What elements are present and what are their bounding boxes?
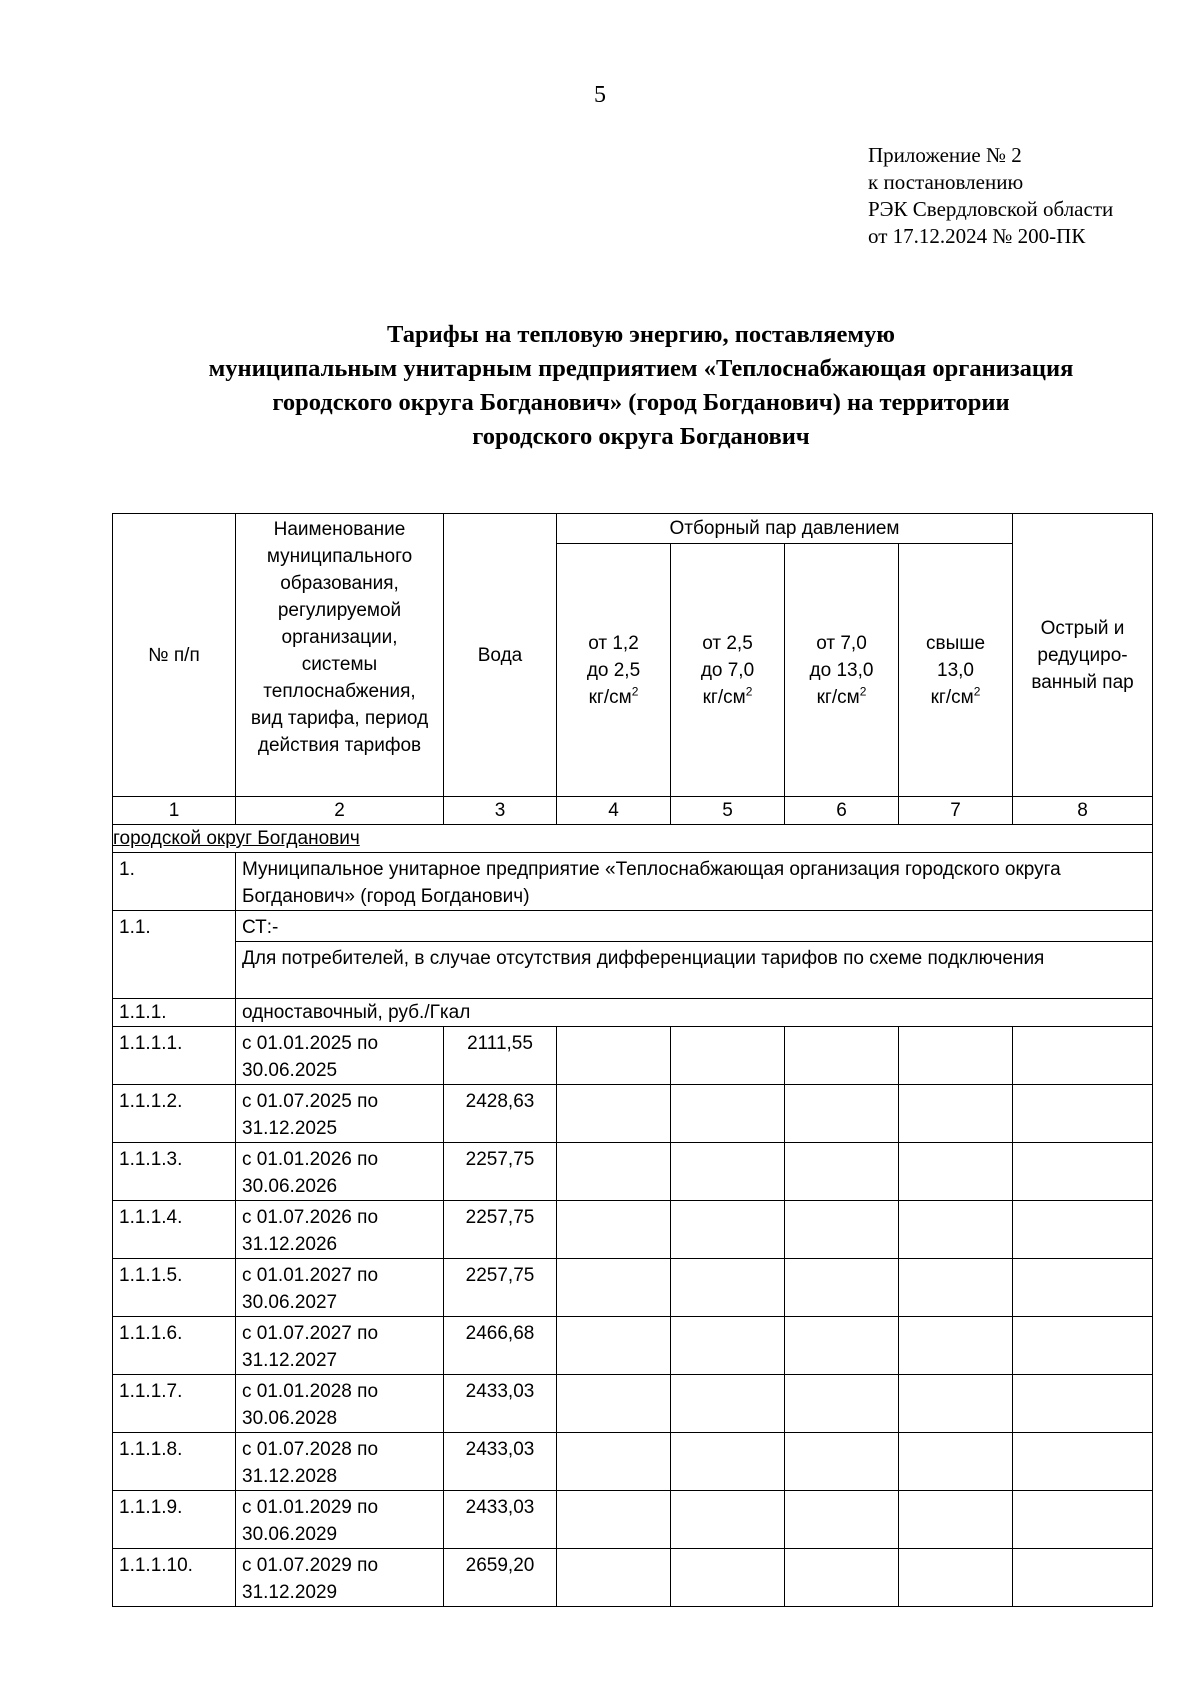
tariff-type-row bbox=[113, 999, 1153, 1027]
table-row bbox=[113, 1317, 1153, 1375]
empty-cell bbox=[671, 1433, 785, 1491]
column-index: 2 bbox=[236, 797, 444, 825]
org-num: 1. bbox=[113, 853, 236, 911]
row-water: 2428,63 bbox=[444, 1085, 557, 1143]
column-index: 5 bbox=[671, 797, 785, 825]
row-num: 1.1.1.5. bbox=[113, 1259, 236, 1317]
table-row bbox=[113, 1375, 1153, 1433]
empty-cell bbox=[671, 1491, 785, 1549]
empty-cell bbox=[1013, 1433, 1153, 1491]
empty-cell bbox=[785, 1201, 899, 1259]
empty-cell bbox=[671, 1317, 785, 1375]
row-water: 2659,20 bbox=[444, 1549, 557, 1607]
page-number: 5 bbox=[594, 82, 606, 108]
empty-cell bbox=[1013, 1317, 1153, 1375]
appendix-line: Приложение № 2 bbox=[868, 143, 1022, 167]
row-num: 1.1.1.7. bbox=[113, 1375, 236, 1433]
empty-cell bbox=[671, 1375, 785, 1433]
empty-cell bbox=[557, 1259, 671, 1317]
empty-cell bbox=[899, 1433, 1013, 1491]
empty-cell bbox=[671, 1259, 785, 1317]
empty-cell bbox=[557, 1491, 671, 1549]
row-water: 2433,03 bbox=[444, 1433, 557, 1491]
empty-cell bbox=[1013, 1143, 1153, 1201]
appendix-line: к постановлению bbox=[868, 170, 1024, 194]
header-pressure-1: от 1,2 до 2,5 $кг/см^2$ bbox=[557, 544, 671, 797]
row-water: 2466,68 bbox=[444, 1317, 557, 1375]
empty-cell bbox=[899, 1317, 1013, 1375]
row-water: 2433,03 bbox=[444, 1375, 557, 1433]
empty-cell bbox=[785, 1375, 899, 1433]
row-num: 1.1.1.10. bbox=[113, 1549, 236, 1607]
empty-cell bbox=[671, 1143, 785, 1201]
empty-cell bbox=[1013, 1085, 1153, 1143]
column-index: 6 bbox=[785, 797, 899, 825]
row-period: с 01.01.2027 по 30.06.2027 bbox=[236, 1259, 444, 1317]
table-row bbox=[113, 1027, 1153, 1085]
empty-cell bbox=[785, 1027, 899, 1085]
empty-cell bbox=[1013, 1259, 1153, 1317]
row-period: с 01.01.2026 по 30.06.2026 bbox=[236, 1143, 444, 1201]
row-period: с 01.01.2028 по 30.06.2028 bbox=[236, 1375, 444, 1433]
empty-cell bbox=[899, 1201, 1013, 1259]
row-num: 1.1.1.3. bbox=[113, 1143, 236, 1201]
row-num: 1.1.1.8. bbox=[113, 1433, 236, 1491]
empty-cell bbox=[785, 1085, 899, 1143]
document-title bbox=[120, 318, 1162, 454]
empty-cell bbox=[899, 1259, 1013, 1317]
empty-cell bbox=[557, 1143, 671, 1201]
table-row bbox=[113, 1549, 1153, 1607]
header-pressure-3: от 7,0 до 13,0 $кг/см^2$ bbox=[785, 544, 899, 797]
row-num: 1.1.1.1. bbox=[113, 1027, 236, 1085]
row-water: 2111,55 bbox=[444, 1027, 557, 1085]
empty-cell bbox=[557, 1375, 671, 1433]
row-num: 1.1.1.9. bbox=[113, 1491, 236, 1549]
column-index: 8 bbox=[1013, 797, 1153, 825]
title-line: городского округа Богданович» (город Богданович) на территории bbox=[272, 389, 1010, 416]
empty-cell bbox=[785, 1433, 899, 1491]
empty-cell bbox=[557, 1549, 671, 1607]
tariff-table bbox=[112, 513, 1153, 1607]
appendix-block bbox=[868, 142, 1113, 250]
empty-cell bbox=[785, 1259, 899, 1317]
empty-cell bbox=[557, 1317, 671, 1375]
st-row bbox=[113, 911, 1153, 942]
column-index: 4 bbox=[557, 797, 671, 825]
row-period: с 01.01.2025 по 30.06.2025 bbox=[236, 1027, 444, 1085]
empty-cell bbox=[557, 1027, 671, 1085]
row-num: 1.1.1.4. bbox=[113, 1201, 236, 1259]
empty-cell bbox=[1013, 1375, 1153, 1433]
empty-cell bbox=[785, 1143, 899, 1201]
empty-cell bbox=[785, 1549, 899, 1607]
empty-cell bbox=[671, 1027, 785, 1085]
empty-cell bbox=[557, 1201, 671, 1259]
appendix-line: РЭК Свердловской области bbox=[868, 197, 1114, 221]
tariff-label: одноставочный, руб./Гкал bbox=[236, 999, 1153, 1027]
st-label: СТ:- bbox=[236, 911, 1153, 942]
empty-cell bbox=[899, 1549, 1013, 1607]
header-num: № п/п bbox=[113, 514, 236, 797]
empty-cell bbox=[899, 1491, 1013, 1549]
row-water: 2257,75 bbox=[444, 1201, 557, 1259]
header-steam-group: Отборный пар давлением bbox=[557, 514, 1013, 544]
title-line: муниципальным унитарным предприятием «Теплоснабжающая организация bbox=[208, 355, 1074, 382]
empty-cell bbox=[1013, 1027, 1153, 1085]
row-water: 2433,03 bbox=[444, 1491, 557, 1549]
empty-cell bbox=[1013, 1549, 1153, 1607]
empty-cell bbox=[1013, 1491, 1153, 1549]
table-row bbox=[113, 1085, 1153, 1143]
column-index: 3 bbox=[444, 797, 557, 825]
empty-cell bbox=[899, 1027, 1013, 1085]
empty-cell bbox=[557, 1085, 671, 1143]
appendix-line: от 17.12.2024 № 200-ПК bbox=[868, 224, 1086, 248]
empty-cell bbox=[1013, 1201, 1153, 1259]
header-name: Наименование муниципального образования, регулируемой организации, системы теплоснабжения, вид тарифа, период действия тарифов bbox=[236, 514, 444, 797]
consumers-label: Для потребителей, в случае отсутствия дифференциации тарифов по схеме подключения bbox=[236, 942, 1153, 999]
header-sharp-steam: Острый и редуциро-ванный пар bbox=[1013, 514, 1153, 797]
row-period: с 01.07.2028 по 31.12.2028 bbox=[236, 1433, 444, 1491]
empty-cell bbox=[785, 1491, 899, 1549]
section-title: городской округ Богданович bbox=[113, 825, 1153, 853]
table-row bbox=[113, 1491, 1153, 1549]
empty-cell bbox=[671, 1201, 785, 1259]
empty-cell bbox=[899, 1085, 1013, 1143]
row-period: с 01.07.2029 по 31.12.2029 bbox=[236, 1549, 444, 1607]
header-pressure-2: от 2,5 до 7,0 $кг/см^2$ bbox=[671, 544, 785, 797]
empty-cell bbox=[671, 1085, 785, 1143]
row-period: с 01.07.2027 по 31.12.2027 bbox=[236, 1317, 444, 1375]
row-num: 1.1.1.6. bbox=[113, 1317, 236, 1375]
row-period: с 01.07.2025 по 31.12.2025 bbox=[236, 1085, 444, 1143]
header-pressure-4: свыше 13,0 $кг/см^2$ bbox=[899, 544, 1013, 797]
empty-cell bbox=[899, 1375, 1013, 1433]
table-row bbox=[113, 1259, 1153, 1317]
section-row bbox=[113, 825, 1153, 853]
column-index: 7 bbox=[899, 797, 1013, 825]
tariff-num: 1.1.1. bbox=[113, 999, 236, 1027]
row-period: с 01.01.2029 по 30.06.2029 bbox=[236, 1491, 444, 1549]
row-period: с 01.07.2026 по 31.12.2026 bbox=[236, 1201, 444, 1259]
consumers-row bbox=[113, 942, 1153, 999]
org-row bbox=[113, 853, 1153, 911]
st-num: 1.1. bbox=[113, 911, 236, 999]
column-index: 1 bbox=[113, 797, 236, 825]
empty-cell bbox=[557, 1433, 671, 1491]
title-line: городского округа Богданович bbox=[472, 423, 810, 450]
row-water: 2257,75 bbox=[444, 1259, 557, 1317]
row-water: 2257,75 bbox=[444, 1143, 557, 1201]
org-name: Муниципальное унитарное предприятие «Теплоснабжающая организация городского округа Богданович» (город Богданович) bbox=[236, 853, 1153, 911]
empty-cell bbox=[899, 1143, 1013, 1201]
row-num: 1.1.1.2. bbox=[113, 1085, 236, 1143]
empty-cell bbox=[671, 1549, 785, 1607]
table-row bbox=[113, 1201, 1153, 1259]
empty-cell bbox=[785, 1317, 899, 1375]
table-row bbox=[113, 1433, 1153, 1491]
title-line: Тарифы на тепловую энергию, поставляемую bbox=[386, 321, 895, 348]
header-water: Вода bbox=[444, 514, 557, 797]
table-row bbox=[113, 1143, 1153, 1201]
column-index-row bbox=[113, 797, 1153, 825]
